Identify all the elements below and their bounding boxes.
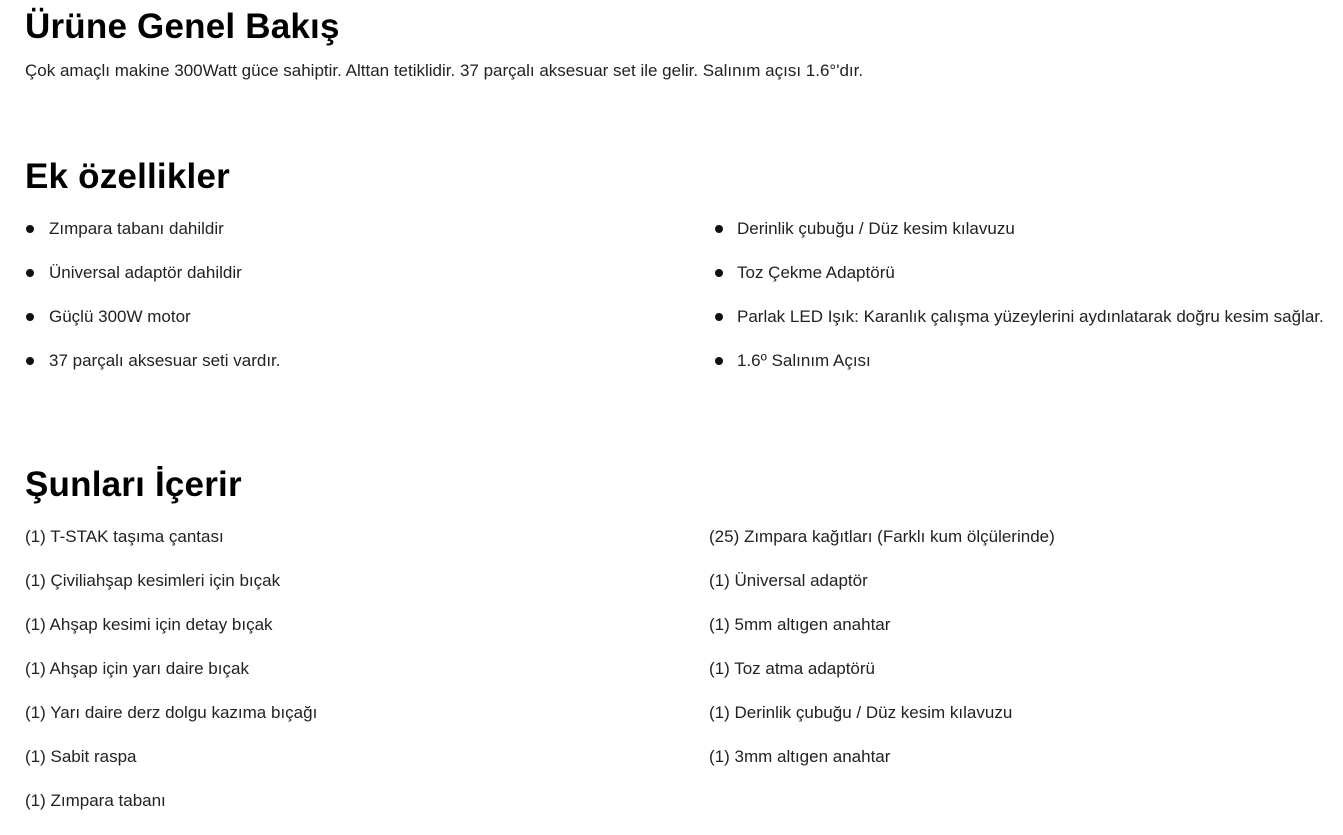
contents-item: (1) Ahşap kesimi için detay bıçak: [25, 615, 273, 634]
contents-item: (1) 5mm altıgen anahtar: [709, 615, 891, 634]
contents-item: (1) Sabit raspa: [25, 747, 137, 766]
contents-item: (1) Toz atma adaptörü: [709, 659, 875, 678]
contents-item: (1) Ahşap için yarı daire bıçak: [25, 659, 249, 678]
contents-item: (1) Derinlik çubuğu / Düz kesim kılavuzu: [709, 703, 1013, 722]
contents-item: (25) Zımpara kağıtları (Farklı kum ölçülerinde): [709, 527, 1055, 546]
contents-list-left: [25, 527, 317, 835]
feature-item: [25, 351, 281, 395]
feature-text: Parlak LED Işık: Karanlık çalışma yüzeylerini aydınlatarak doğru kesim sağlar.: [737, 307, 1324, 326]
bullet-icon: [715, 225, 723, 233]
contents-heading: Şunları İçerir: [25, 465, 242, 504]
bullet-icon: [26, 225, 34, 233]
overview-paragraph: Çok amaçlı makine 300Watt güce sahiptir. Alttan tetiklidir. 37 parçalı aksesuar set ile gelir. Salınım açısı 1.6°'dır.: [25, 61, 864, 80]
feature-item: [25, 307, 281, 351]
bullet-icon: [715, 313, 723, 321]
contents-item: (1) T-STAK taşıma çantası: [25, 527, 224, 546]
contents-item: (1) Yarı daire derz dolgu kazıma bıçağı: [25, 703, 318, 722]
feature-item: [712, 263, 1324, 307]
contents-item: (1) 3mm altıgen anahtar: [709, 747, 891, 766]
feature-item: [25, 219, 281, 263]
features-heading: Ek özellikler: [25, 157, 230, 196]
contents-item: (1) Zımpara tabanı: [25, 791, 166, 810]
feature-item: [25, 263, 281, 307]
feature-text: Üniversal adaptör dahildir: [49, 263, 242, 282]
bullet-icon: [26, 357, 34, 365]
feature-text: Güçlü 300W motor: [49, 307, 191, 326]
feature-text: Zımpara tabanı dahildir: [49, 219, 224, 238]
features-list-right: [712, 219, 1324, 395]
contents-list-right: [709, 527, 1055, 791]
bullet-icon: [715, 357, 723, 365]
bullet-icon: [26, 313, 34, 321]
feature-text: 1.6º Salınım Açısı: [737, 351, 871, 370]
features-list-left: [25, 219, 281, 395]
feature-item: [712, 307, 1324, 351]
feature-text: Toz Çekme Adaptörü: [737, 263, 895, 282]
bullet-icon: [26, 269, 34, 277]
feature-item: [712, 219, 1324, 263]
overview-heading: Ürüne Genel Bakış: [25, 7, 340, 46]
feature-text: 37 parçalı aksesuar seti vardır.: [49, 351, 281, 370]
feature-item: [712, 351, 1324, 395]
feature-text: Derinlik çubuğu / Düz kesim kılavuzu: [737, 219, 1015, 238]
bullet-icon: [715, 269, 723, 277]
contents-item: (1) Üniversal adaptör: [709, 571, 868, 590]
contents-item: (1) Çiviliahşap kesimleri için bıçak: [25, 571, 281, 590]
